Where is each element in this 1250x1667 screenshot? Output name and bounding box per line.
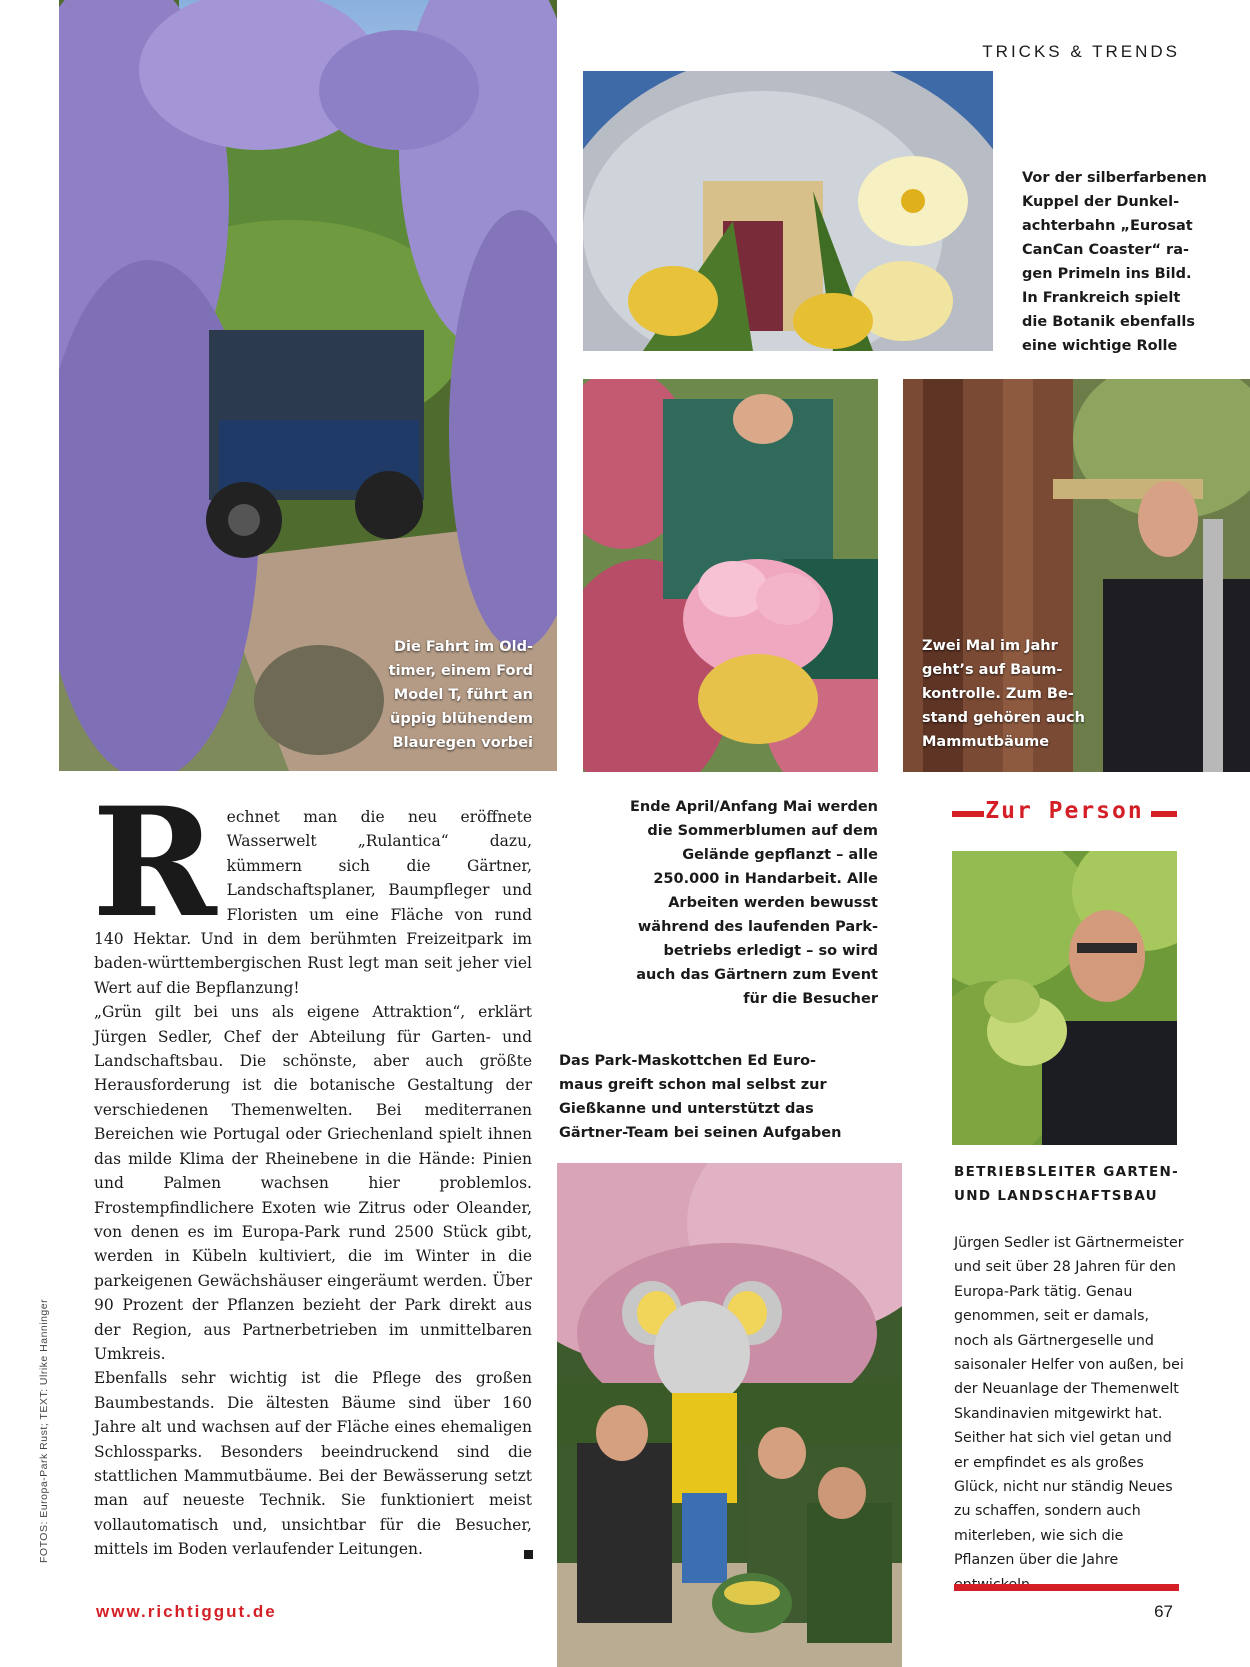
caption-line: gen Primeln ins Bild.	[1022, 266, 1192, 282]
heading-line: UND LANDSCHAFTSBAU	[954, 1188, 1158, 1204]
photo-maskottchen	[557, 1163, 902, 1667]
drop-cap: R	[92, 775, 217, 951]
article-body	[92, 775, 532, 1562]
caption-line: Arbeiten werden bewusst	[668, 895, 878, 911]
caption-line: betriebs erledigt – so wird	[663, 943, 878, 959]
caption-line: Gießkanne und unterstützt das	[559, 1101, 814, 1117]
caption-line: Ende April/Anfang Mai werden	[629, 799, 878, 815]
caption-kuppel	[1022, 166, 1222, 358]
caption-line: Die Fahrt im Old-	[393, 639, 533, 655]
footer-url[interactable]: www.richtiggut.de	[96, 1602, 277, 1621]
caption-line: Zwei Mal im Jahr	[922, 638, 1058, 654]
heading-line: BETRIEBSLEITER GARTEN-	[954, 1164, 1179, 1180]
zur-person-text: Jürgen Sedler ist Gärtnermeister und seit über 28 Jahren für den Europa-Park tätig. Genau genommen, seit er damals, noch als Gärtnergeselle und saisonaler Helfer von außen, bei der Neuanlage der Themenwelt Skandinavien mitgewirkt hat. Seither hat sich viel getan und er empfindet es als großes Glück, nicht nur ständig Neues zu schaffen, sondern auch miterleben, wie sich die Pflanzen über die Jahre	[954, 1235, 1184, 1569]
caption-line: Das Park-Maskottchen Ed Euro-	[559, 1053, 817, 1069]
caption-maskottchen	[559, 1049, 879, 1145]
zur-person-bottom-bar	[954, 1584, 1179, 1591]
caption-line: Gelände gepflanzt – alle	[682, 847, 878, 863]
caption-baum	[922, 634, 1132, 754]
caption-line: Mammutbäume	[922, 734, 1050, 750]
caption-line: In Frankreich spielt	[1022, 290, 1181, 306]
section-header: TRICKS & TRENDS	[982, 42, 1180, 61]
caption-line: während des laufenden Park-	[637, 919, 878, 935]
article-paragraph-2: „Grün gilt bei uns als eigene Attraktion“, erklärt Jürgen Sedler, Chef der Abteilung für Garten- und Landschaftsbau. Die schönste, aber auch größte Herausforderung ist die botanische Gestaltung der verschiedenen Themenwelten. Bei mediterranen Bereichen wie Portugal oder Griechenland spielt ihnen das milde Klima der Rheinebene in die Hände: Pinien und Palmen wachsen hier problemlos. Frostempfindlichere Exoten wie Zitrus oder Oleander, von denen es im Europa-Park rund 2500 Stück gibt, werden in Kübeln kultiviert, die im Winter in die parkeigenen Gewächshäuser eingeräumt werden. Über 90 Prozent der Pflanzen bezieht der Park direkt aus der Region, aus Partnerbetrieben im unmittelbaren Umkreis.	[94, 1003, 532, 1363]
photo-maskottchen-image	[557, 1163, 902, 1667]
article-paragraph-3: Ebenfalls sehr wichtig ist die Pflege des großen Baumbestands. Die ältesten Bäume sind über 160 Jahre alt und wachsen auf der Fläche eines ehemaligen Schlossparks. Besonders beeindruckend sind die stattlichen Mammutbäume. Bei der Bewässerung setzt man auf neueste Technik. Sie funktioniert meist vollautomatisch und, unsichtbar für die Besucher, mittels im Boden verlaufender Leitungen.	[94, 1369, 532, 1559]
zur-person-title	[952, 798, 1177, 828]
caption-sommerblumen	[600, 795, 878, 1011]
photo-gaertner-image	[583, 379, 878, 772]
photo-gaertner	[583, 379, 878, 772]
caption-line: 250.000 in Handarbeit. Alle	[653, 871, 878, 887]
caption-line: kontrolle. Zum Be-	[922, 686, 1074, 702]
caption-line: die Botanik ebenfalls	[1022, 314, 1195, 330]
photo-kuppel	[583, 71, 993, 351]
caption-line: für die Besucher	[743, 991, 878, 1007]
caption-oldtimer	[330, 635, 533, 755]
caption-line: stand gehören auch	[922, 710, 1085, 726]
caption-line: CanCan Coaster“ ra-	[1022, 242, 1190, 258]
caption-line: Blauregen vorbei	[392, 735, 533, 751]
caption-line: geht’s auf Baum-	[922, 662, 1063, 678]
zur-person-heading	[954, 1160, 1184, 1208]
photo-credit: FOTOS: Europa-Park Rust; TEXT: Ulrike Hanninger	[38, 1298, 50, 1563]
article-paragraph-1: echnet man die neu eröffnete Wasserwelt „Rulantica“ dazu, kümmern sich die Gärtner, Landschaftsplaner, Baumpfleger und Floristen um eine Fläche von rund 140 Hektar. Und in dem berühmten Freizeitpark im baden-württembergischen Rust legt man seit jeher viel Wert auf die Bepflanzung!	[94, 808, 532, 997]
caption-line: Model T, führt an	[393, 687, 533, 703]
caption-line: Kuppel der Dunkel-	[1022, 194, 1180, 210]
photo-portrait	[952, 851, 1177, 1145]
page-number: 67	[1154, 1602, 1173, 1621]
photo-kuppel-image	[583, 71, 993, 351]
caption-line: üppig blühendem	[390, 711, 533, 727]
caption-line: timer, einem Ford	[388, 663, 533, 679]
zur-person-label: Zur Person	[985, 798, 1144, 824]
caption-line: Vor der silberfarbenen	[1022, 170, 1207, 186]
caption-line: eine wichtige Rolle	[1022, 338, 1178, 354]
article-end-mark	[524, 1550, 533, 1559]
caption-line: maus greift schon mal selbst zur	[559, 1077, 827, 1093]
caption-line: Gärtner-Team bei seinen Aufgaben	[559, 1125, 842, 1141]
caption-line: die Sommerblumen auf dem	[647, 823, 878, 839]
caption-line: achterbahn „Eurosat	[1022, 218, 1193, 234]
photo-portrait-image	[952, 851, 1177, 1145]
caption-line: auch das Gärtnern zum Event	[636, 967, 878, 983]
